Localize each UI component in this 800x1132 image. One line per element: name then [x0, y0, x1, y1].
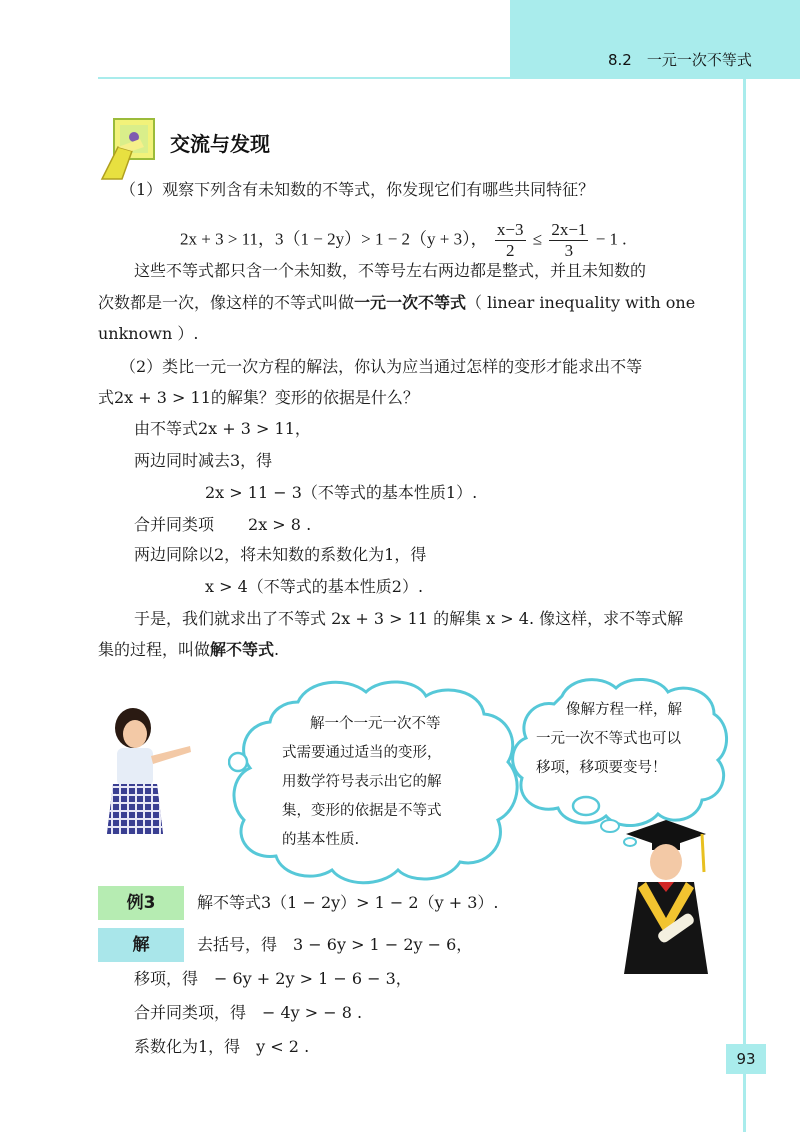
fraction-2-denominator: 3 — [564, 241, 574, 260]
inequality-examples — [180, 220, 627, 261]
definition-line-2 — [98, 292, 695, 314]
inequality-tail: − 1 . — [595, 229, 627, 249]
definition-prefix: 次数都是一次，像这样的不等式叫做 — [98, 293, 355, 312]
fraction-1-numerator: x−3 — [496, 220, 524, 239]
cloud-right-line-2: 一元一次不等式也可以 — [536, 731, 681, 747]
conclusion-suffix: . — [274, 640, 280, 659]
step-2: 两边同时减去3，得 — [134, 451, 273, 470]
fraction-1 — [495, 220, 526, 261]
conclusion-line-2 — [98, 639, 279, 661]
example-problem: 解不等式3（1 − 2y）> 1 − 2（y + 3）. — [197, 893, 499, 912]
step-1: 由不等式2x + 3 > 11， — [134, 419, 311, 438]
graduate-illustration — [612, 818, 718, 974]
step-3: 2x > 11 − 3（不等式的基本性质1）. — [205, 483, 478, 502]
solution-step-3: 合并同类项，得 − 4y > − 8 . — [134, 1003, 363, 1022]
cloud-left-line-3: 用数学符号表示出它的解 — [282, 774, 442, 790]
definition-line-1: 这些不等式都只含一个未知数，不等号左右两边都是整式，并且未知数的 — [134, 261, 647, 280]
girl-illustration — [95, 706, 195, 836]
cloud-right-line-3: 移项，移项要变号！ — [536, 760, 667, 776]
section-title: 交流与发现 — [170, 132, 270, 156]
conclusion-line-1: 于是，我们就求出了不等式 2x + 3 > 11 的解集 x > 4. 像这样，求不等式解 — [134, 609, 684, 628]
cloud-right-line-1: 像解方程一样，解 — [566, 702, 682, 718]
inequality-1-2: 2x + 3 > 11，3（1 − 2y）> 1 − 2（y + 3）， — [180, 229, 488, 249]
header-divider — [98, 77, 800, 79]
exchange-discover-icon — [100, 117, 156, 181]
cloud-left-line-5: 的基本性质. — [282, 832, 360, 848]
fraction-1-denominator: 2 — [505, 241, 515, 260]
section-header: 8.2 一元一次不等式 — [608, 51, 752, 69]
question-2-line-2: 式2x + 3 > 11的解集？变形的依据是什么？ — [98, 388, 419, 407]
side-margin-line — [743, 78, 746, 1132]
definition-line-3: unknown ）. — [98, 324, 199, 343]
step-5: 两边同除以2，将未知数的系数化为1，得 — [134, 545, 427, 564]
solution-label: 解 — [98, 928, 184, 962]
fraction-2-numerator: 2x−1 — [551, 220, 587, 239]
question-1: （1）观察下列含有未知数的不等式，你发现它们有哪些共同特征？ — [120, 180, 595, 199]
cloud-left-line-2: 式需要通过适当的变形， — [282, 745, 442, 761]
leq-sign: ≤ — [532, 229, 543, 249]
definition-term: 一元一次不等式 — [354, 293, 467, 312]
step-4-label: 合并同类项 — [134, 515, 215, 534]
step-4-result: 2x > 8 . — [248, 515, 312, 534]
example-label: 例3 — [98, 886, 184, 920]
cloud-left-line-4: 集，变形的依据是不等式 — [282, 803, 442, 819]
solution-step-4: 系数化为1，得 y < 2 . — [134, 1037, 310, 1056]
definition-english: （ linear inequality with one — [466, 293, 696, 312]
question-2-line-1: （2）类比一元一次方程的解法，你认为应当通过怎样的变形才能求出不等 — [120, 357, 643, 376]
cloud-left-line-1: 解一个一元一次不等 — [310, 716, 441, 732]
step-6: x > 4（不等式的基本性质2）. — [205, 577, 424, 596]
fraction-2 — [549, 220, 588, 261]
solution-step-2: 移项，得 − 6y + 2y > 1 − 6 − 3， — [134, 969, 412, 988]
page-number: 93 — [726, 1044, 766, 1074]
conclusion-prefix: 集的过程，叫做 — [98, 640, 211, 659]
conclusion-term: 解不等式 — [210, 640, 275, 659]
solution-step-1: 去括号，得 3 − 6y > 1 − 2y − 6， — [197, 935, 473, 954]
step-4 — [134, 514, 311, 536]
